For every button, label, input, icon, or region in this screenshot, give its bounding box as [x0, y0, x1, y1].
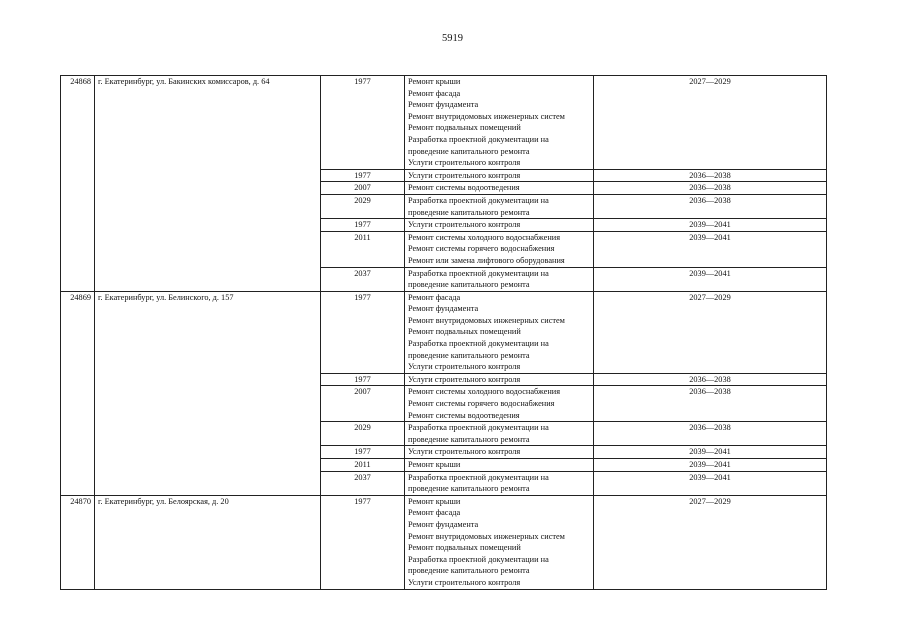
year-cell: 2037	[321, 267, 405, 291]
work-item: проведение капитального ремонта	[408, 146, 530, 156]
work-item: Разработка проектной документации на	[408, 423, 549, 433]
building-id: 24869	[61, 291, 95, 495]
work-item: Ремонт фундамента	[408, 304, 479, 314]
table-row	[61, 495, 827, 589]
year-cell: 1977	[321, 446, 405, 459]
work-item: Ремонт фундамента	[408, 519, 479, 529]
work-item: Ремонт внутридомовых инженерных систем	[408, 111, 565, 121]
work-item: Услуги строительного контроля	[408, 220, 521, 230]
page-number: 5919	[442, 33, 463, 44]
work-item: Разработка проектной документации на	[408, 268, 549, 278]
works-cell	[405, 471, 594, 495]
work-item: Ремонт системы горячего водоснабжения	[408, 399, 555, 409]
work-item: Услуги строительного контроля	[408, 170, 521, 180]
work-item: Услуги строительного контроля	[408, 362, 521, 372]
year-cell: 2007	[321, 182, 405, 195]
building-id: 24868	[61, 76, 95, 292]
work-item: Услуги строительного контроля	[408, 374, 521, 384]
period-cell: 2039—2041	[594, 267, 827, 291]
work-item: Ремонт фасада	[408, 508, 461, 518]
year-cell: 1977	[321, 169, 405, 182]
period-cell: 2036—2038	[594, 373, 827, 386]
year-cell: 2011	[321, 459, 405, 472]
year-cell: 1977	[321, 219, 405, 232]
work-item: Услуги строительного контроля	[408, 158, 521, 168]
period-cell: 2036—2038	[594, 386, 827, 422]
year-cell: 2011	[321, 231, 405, 267]
period-cell: 2036—2038	[594, 169, 827, 182]
work-item: Ремонт подвальных помещений	[408, 123, 521, 133]
period-cell: 2036—2038	[594, 182, 827, 195]
capital-repair-table	[60, 75, 827, 590]
building-address: г. Екатеринбург, ул. Белоярская, д. 20	[95, 495, 321, 589]
work-item: Ремонт системы горячего водоснабжения	[408, 244, 555, 254]
work-item: Ремонт фасада	[408, 88, 461, 98]
work-item: проведение капитального ремонта	[408, 207, 530, 217]
year-cell: 2029	[321, 194, 405, 218]
work-item: Услуги строительного контроля	[408, 577, 521, 587]
work-item: Ремонт крыши	[408, 496, 461, 506]
building-address: г. Екатеринбург, ул. Бакинских комиссаров, д. 64	[95, 76, 321, 292]
work-item: Ремонт подвальных помещений	[408, 543, 521, 553]
works-cell	[405, 373, 594, 386]
year-cell: 2037	[321, 471, 405, 495]
work-item: Ремонт внутридомовых инженерных систем	[408, 531, 565, 541]
work-item: Ремонт фундамента	[408, 100, 479, 110]
work-item: Разработка проектной документации на	[408, 339, 549, 349]
work-item: Ремонт фасада	[408, 292, 461, 302]
work-item: Разработка проектной документации на	[408, 134, 549, 144]
works-cell	[405, 291, 594, 373]
work-item: Разработка проектной документации на	[408, 554, 549, 564]
works-cell	[405, 182, 594, 195]
year-cell: 1977	[321, 373, 405, 386]
work-item: Ремонт системы водоотведения	[408, 183, 520, 193]
period-cell: 2039—2041	[594, 219, 827, 232]
period-cell: 2039—2041	[594, 446, 827, 459]
work-item: проведение капитального ремонта	[408, 566, 530, 576]
works-cell	[405, 231, 594, 267]
building-id: 24870	[61, 495, 95, 589]
period-cell: 2036—2038	[594, 194, 827, 218]
works-cell	[405, 219, 594, 232]
work-item: Ремонт системы холодного водоснабжения	[408, 387, 561, 397]
period-cell: 2039—2041	[594, 231, 827, 267]
work-item: проведение капитального ремонта	[408, 350, 530, 360]
work-item: Ремонт или замена лифтового оборудования	[408, 255, 565, 265]
period-cell: 2027—2029	[594, 291, 827, 373]
work-item: проведение капитального ремонта	[408, 280, 530, 290]
table-row	[61, 76, 827, 170]
work-item: Услуги строительного контроля	[408, 447, 521, 457]
work-item: Ремонт внутридомовых инженерных систем	[408, 315, 565, 325]
works-cell	[405, 495, 594, 589]
works-cell	[405, 194, 594, 218]
period-cell: 2027—2029	[594, 76, 827, 170]
year-cell: 1977	[321, 495, 405, 589]
building-address: г. Екатеринбург, ул. Белинского, д. 157	[95, 291, 321, 495]
table-row	[61, 291, 827, 373]
period-cell: 2039—2041	[594, 471, 827, 495]
work-item: Ремонт системы водоотведения	[408, 410, 520, 420]
period-cell: 2027—2029	[594, 495, 827, 589]
work-item: проведение капитального ремонта	[408, 484, 530, 494]
works-cell	[405, 76, 594, 170]
works-cell	[405, 267, 594, 291]
works-cell	[405, 446, 594, 459]
year-cell: 2029	[321, 422, 405, 446]
works-cell	[405, 422, 594, 446]
work-item: Разработка проектной документации на	[408, 195, 549, 205]
works-cell	[405, 459, 594, 472]
work-item: Ремонт подвальных помещений	[408, 327, 521, 337]
year-cell: 1977	[321, 76, 405, 170]
year-cell: 1977	[321, 291, 405, 373]
period-cell: 2036—2038	[594, 422, 827, 446]
work-item: Ремонт системы холодного водоснабжения	[408, 232, 561, 242]
work-item: проведение капитального ремонта	[408, 434, 530, 444]
work-item: Ремонт крыши	[408, 77, 461, 86]
work-item: Ремонт крыши	[408, 460, 461, 469]
year-cell: 2007	[321, 386, 405, 422]
works-cell	[405, 169, 594, 182]
period-cell: 2039—2041	[594, 459, 827, 472]
works-cell	[405, 386, 594, 422]
work-item: Разработка проектной документации на	[408, 472, 549, 482]
